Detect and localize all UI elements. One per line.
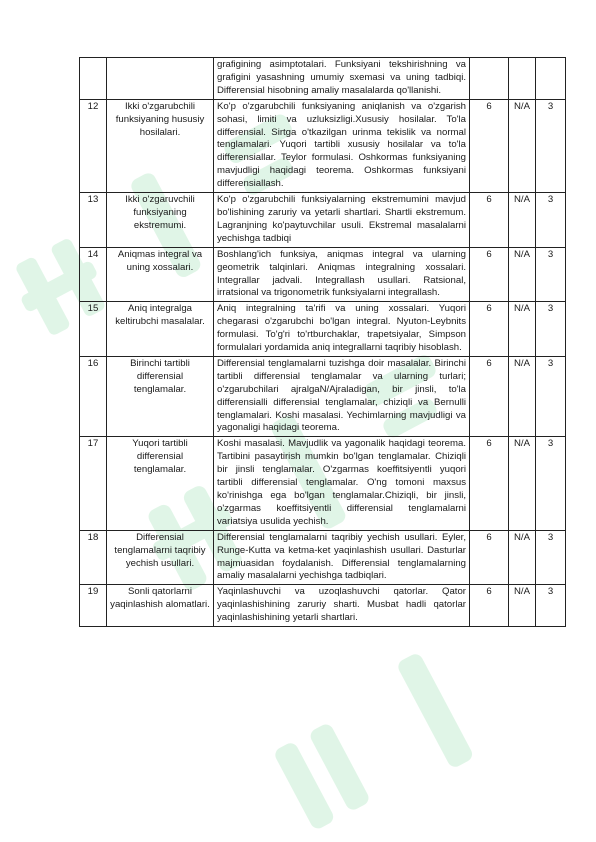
na-value: N/A [509,247,536,302]
topic-description: Aniq integralning ta'rifi va uning xossalari. Yuqori chegarasi o'zgarubchi bo'lgan integral. Nyuton-Leybnits formulasi. To'g'ri to'rtburchaklar, trapetsiyalar, Simpson formulalari yordamida aniq integrallarni taqribiy hisoblash. [214,302,470,357]
table-row [80,247,566,302]
na-value: N/A [509,585,536,627]
topic-description: Koshi masalasi. Mavjudlik va yagonalik haqidagi teorema. Tartibini pasaytirish mumkin bo'lgan tenglamalar. Chiziqli bir jinsli tenglamalar. O'zgarmas koeffitsiyentli yuqori tartibli differensial tenglamalar. O'ng tomoni maxsus ko'rinishga ega bo'lgan tenglamalar.Chiziqli, bir jinsli, o'zgarmas koeffitsiyentli differensial tenglamalarni variatsiya usulida yechish. [214,437,470,530]
hours-value: 6 [470,356,509,436]
hours-value: 6 [470,585,509,627]
hours-value: 6 [470,530,509,585]
hours-value: 6 [470,302,509,357]
credit-value: 3 [536,247,566,302]
row-number: 17 [80,437,107,530]
credit-value [536,58,566,100]
curriculum-table [79,57,566,627]
hours-value: 6 [470,99,509,192]
na-value: N/A [509,530,536,585]
row-number: 18 [80,530,107,585]
topic-title: Birinchi tartibli differensial tenglamalar. [107,356,214,436]
table-row [80,99,566,192]
table-row [80,585,566,627]
hours-value: 6 [470,247,509,302]
topic-title [107,58,214,100]
table-row [80,58,566,100]
topic-description: grafigining asimptotalari. Funksiyani tekshirishning va grafigini yasashning umumiy sxemasi va uning tadbiqi. Differensial hisobning amaliy masalalarda qo'llanishi. [214,58,470,100]
credit-value: 3 [536,585,566,627]
topic-description: Boshlang'ich funksiya, aniqmas integral va ularning geometrik talqinlari. Aniqmas integralning xossalari. Integrallar jadvali. Integrallash usullari. Ratsional, irratsional va trigonometrik funksiyalarni integrallash. [214,247,470,302]
na-value: N/A [509,302,536,357]
topic-title: Ikki o'zgarubchili funksiyaning hususiy hosilalari. [107,99,214,192]
topic-title: Aniq integralga keltirubchi masalalar. [107,302,214,357]
na-value [509,58,536,100]
topic-description: Differensial tenglamalarni tuzishga doir masalalar. Birinchi tartibli differensial tenglamalar va ularning turlari; o'zgarubchilari ajralgaN/Ajraladigan, bir jinsli, to'la differensialli differensial tenglamalar, chiziqli va Bernulli tenglamalari. Koshi masalasi. Yechimlarning mavjudligi va yagonaligi haqidagi teorema. [214,356,470,436]
hours-value: 6 [470,437,509,530]
table-row [80,437,566,530]
credit-value: 3 [536,302,566,357]
credit-value: 3 [536,193,566,248]
hours-value: 6 [470,193,509,248]
credit-value: 3 [536,437,566,530]
table-body [80,58,566,627]
row-number: 19 [80,585,107,627]
topic-description: Ko'p o'zgarubchili funksiyalarning ekstremumini mavjud bo'lishining zaruriy va yetarli shartlari. Shartli ekstremum. Lagranjning ko'paytuvchilar usuli. Ekstremal masalalarni yechishga tadbiqi [214,193,470,248]
topic-title: Differensial tenglamalarni taqribiy yechish usullari. [107,530,214,585]
credit-value: 3 [536,99,566,192]
topic-title: Yuqori tartibli differensial tenglamalar. [107,437,214,530]
topic-title: Aniqmas integral va uning xossalari. [107,247,214,302]
hours-value [470,58,509,100]
row-number [80,58,107,100]
topic-description: Yaqinlashuvchi va uzoqlashuvchi qatorlar. Qator yaqinlashishining zaruriy sharti. Musbat hadli qatorlar yaqinlashishining yetarli shartlari. [214,585,470,627]
na-value: N/A [509,437,536,530]
table-row [80,356,566,436]
topic-description: Differensial tenglamalarni taqribiy yechish usullari. Eyler, Runge-Kutta va ketma-ket yaqinlashish usullari. Dasturlar majmuasidan foydalanish. Differensial tenglamalarning amaliy masalalarni yechishga tadbiqlari. [214,530,470,585]
topic-description: Ko'p o'zgarubchili funksiyaning aniqlanish va o'zgarish sohasi, limiti va uzluksizligi.Xususiy hosilalar. To'la differensial. Sirtga o'tkazilgan urinma tekislik va normal tenglamalari. Yuqori tartibli xususiy hosilalar va to'la differensiallar. Teylor formulasi. Oshkormas funksiyaning mavjudligi haqidagi teorema. Oshkormas funksiyani differensiallash. [214,99,470,192]
row-number: 13 [80,193,107,248]
table-row [80,530,566,585]
na-value: N/A [509,356,536,436]
topic-title: Ikki o'zgaruvchili funksiyaning ekstremumi. [107,193,214,248]
na-value: N/A [509,193,536,248]
table-row [80,193,566,248]
row-number: 12 [80,99,107,192]
credit-value: 3 [536,356,566,436]
na-value: N/A [509,99,536,192]
topic-title: Sonli qatorlarni yaqinlashish alomatlari. [107,585,214,627]
credit-value: 3 [536,530,566,585]
row-number: 16 [80,356,107,436]
row-number: 14 [80,247,107,302]
table-row [80,302,566,357]
row-number: 15 [80,302,107,357]
